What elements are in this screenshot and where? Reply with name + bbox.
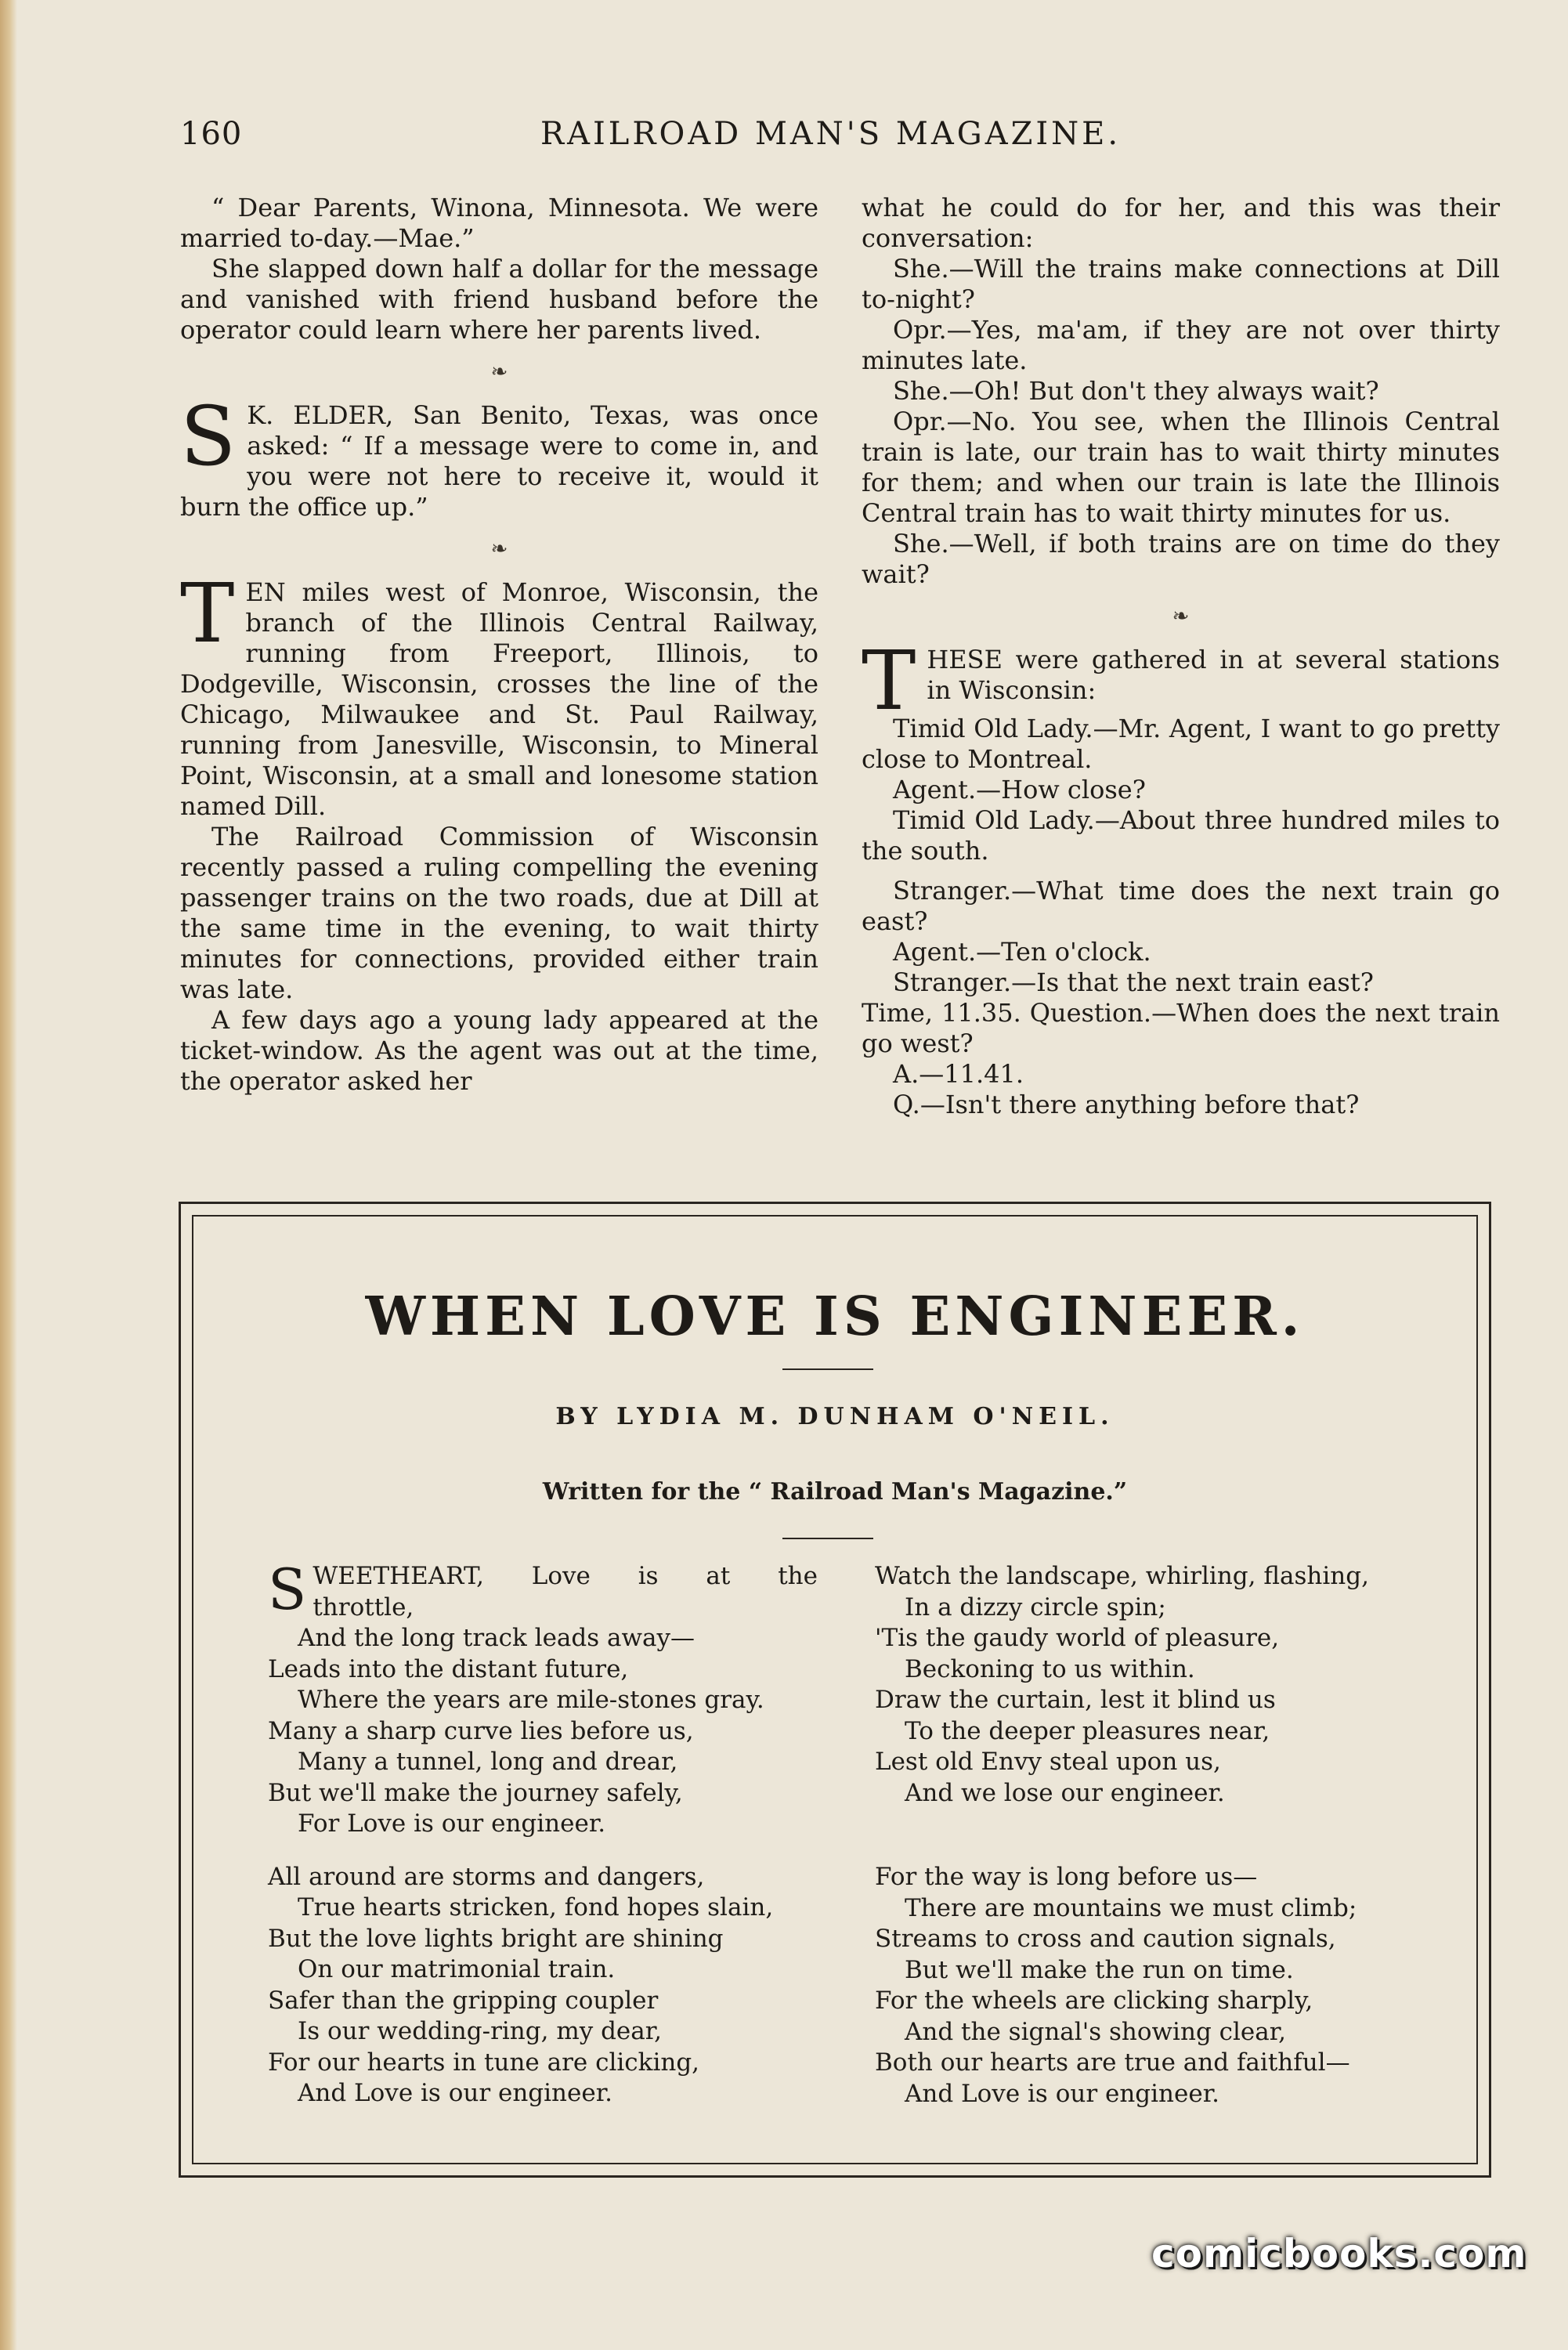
poem-line: True hearts stricken, fond hopes slain, <box>298 1893 774 1922</box>
poem-line: For the way is long before us— <box>875 1863 1258 1891</box>
paragraph: She slapped down half a dollar for the message and vanished with friend husband before the operator could learn where her parents lived. <box>180 254 818 345</box>
poem-line: 'Tis the gaudy world of pleasure, <box>875 1624 1280 1652</box>
dialogue-line: Agent.—How close? <box>893 775 1146 804</box>
drop-cap: T <box>862 633 916 728</box>
poem-left-column <box>268 1556 847 2110</box>
poem-line: Beckoning to us within. <box>905 1654 1195 1683</box>
dialogue-line: A.—11.41. <box>893 1059 1024 1089</box>
poem-line: throttle, <box>313 1593 414 1622</box>
dialogue-line: Agent.—Ten o'clock. <box>893 937 1151 967</box>
poem-line: In a dizzy circle spin; <box>905 1593 1166 1622</box>
dialogue-line: She.—Oh! But don't they always wait? <box>893 376 1379 406</box>
page-header <box>0 116 1568 163</box>
poem-line: To the deeper pleasures near, <box>905 1716 1270 1745</box>
dialogue-line: Timid Old Lady.—About three hundred miles to the south. <box>862 805 1500 866</box>
drop-cap: S <box>268 1556 307 1622</box>
poem-line: And we lose our engineer. <box>905 1778 1225 1807</box>
poem-box <box>179 1202 1491 2178</box>
stanza-gap <box>875 1809 1454 1862</box>
dialogue-line: Time, 11.35. Question.—When does the next train go west? <box>862 998 1500 1058</box>
stanza-gap <box>268 1840 847 1862</box>
poem-line: But we'll make the run on time. <box>905 1955 1294 1984</box>
poem-line: WEETHEART, Love is at the <box>313 1562 818 1590</box>
poem-line: And the long track leads away— <box>298 1624 695 1652</box>
page-number: 160 <box>180 116 243 152</box>
divider-rule <box>782 1368 873 1370</box>
poem-line: Many a sharp curve lies before us, <box>268 1716 694 1745</box>
left-column <box>180 193 818 1097</box>
paragraph-text: HESE were gathered in at several stations in Wisconsin: <box>927 645 1500 705</box>
poem-line: But the love lights bright are shining <box>268 1924 724 1953</box>
drop-cap: T <box>180 566 235 661</box>
paragraph: The Railroad Commission of Wisconsin recently passed a ruling compelling the evening passenger trains on the two roads, due at Dill at the same time in the evening, to wait thirty minutes for connections, provided either train was late. <box>180 822 818 1004</box>
poem-line: For our hearts in tune are clicking, <box>268 2048 700 2077</box>
poem-line: Where the years are mile-stones gray. <box>298 1686 764 1714</box>
drop-cap: S <box>180 389 237 484</box>
poem-dedication: Written for the “ Railroad Man's Magazine.” <box>542 1478 1128 1506</box>
poem-line: For Love is our engineer. <box>298 1810 606 1838</box>
paragraph: “ Dear Parents, Winona, Minnesota. We were married to-day.—Mae.” <box>180 193 818 253</box>
paragraph-wisconsin <box>862 633 1500 728</box>
poem-line: Many a tunnel, long and drear, <box>298 1748 678 1776</box>
paragraph: what he could do for her, and this was their conversation: <box>862 193 1500 253</box>
paragraph-dill <box>180 566 818 822</box>
poem-line: Is our wedding-ring, my dear, <box>298 2017 663 2045</box>
poem-line: For the wheels are clicking sharply, <box>875 1987 1313 2015</box>
divider-rule <box>782 1538 873 1539</box>
poem-line: All around are storms and dangers, <box>268 1862 705 1891</box>
dialogue-line: Stranger.—Is that the next train east? <box>893 967 1374 997</box>
poem-line: And Love is our engineer. <box>298 2079 612 2107</box>
poem-line: Streams to cross and caution signals, <box>875 1925 1336 1953</box>
poem-line: Both our hearts are true and faithful— <box>875 2048 1350 2077</box>
paragraph: A few days ago a young lady appeared at the ticket-window. As the agent was out at the time, the operator asked her <box>180 1005 818 1096</box>
running-head: RAILROAD MAN'S MAGAZINE. <box>540 116 1122 152</box>
dialogue-line: She.—Well, if both trains are on time do they wait? <box>862 529 1500 589</box>
right-column <box>862 193 1500 1120</box>
poem-line: And the signal's showing clear, <box>905 2017 1287 2046</box>
poem-line: There are mountains we must climb; <box>905 1893 1357 1922</box>
poem-line: And Love is our engineer. <box>905 2079 1219 2108</box>
poem-byline: BY LYDIA M. DUNHAM O'NEIL. <box>555 1403 1115 1430</box>
poem-box-inner-border <box>192 1215 1478 2164</box>
dialogue-line: Q.—Isn't there anything before that? <box>893 1090 1360 1119</box>
poem-right-column <box>875 1561 1454 2110</box>
ornament-icon: ❧ <box>490 360 508 384</box>
dialogue-line: Opr.—Yes, ma'am, if they are not over thirty minutes late. <box>862 315 1500 375</box>
poem-title: WHEN LOVE IS ENGINEER. <box>365 1285 1305 1348</box>
poem-line: Safer than the gripping coupler <box>268 1986 659 2015</box>
dialogue-line: Opr.—No. You see, when the Illinois Central train is late, our train has to wait thirty minutes for them; and when our train is late the Illinois Central train has to wait thirty minutes for us. <box>862 407 1500 528</box>
dialogue-line: Timid Old Lady.—Mr. Agent, I want to go pretty close to Montreal. <box>862 714 1500 774</box>
page-edge <box>0 0 17 2350</box>
ornament-icon: ❧ <box>1172 605 1190 628</box>
poem-line: Lest old Envy steal upon us, <box>875 1748 1221 1776</box>
dialogue-line: She.—Will the trains make connections at Dill to-night? <box>862 254 1500 314</box>
ornament-icon: ❧ <box>490 537 508 561</box>
poem-line: But we'll make the journey safely, <box>268 1778 683 1807</box>
poem-line: Watch the landscape, whirling, flashing, <box>875 1562 1369 1590</box>
paragraph-text: K. ELDER, San Benito, Texas, was once asked: “ If a message were to come in, and you were not here to receive it, would it burn the office up.” <box>180 400 818 522</box>
paragraph-text: EN miles west of Monroe, Wisconsin, the branch of the Illinois Central Railway, running from Freeport, Illinois, to Dodgeville, Wisconsin, crosses the line of the Chicago, Milwaukee and St. Paul Railway, running from Janesville, Wisconsin, to Mineral Point, Wisconsin, at a small and lonesome station named Dill. <box>180 577 818 821</box>
watermark: comicbooks.com <box>1151 2231 1527 2276</box>
dialogue-line: Stranger.—What time does the next train go east? <box>862 876 1500 936</box>
poem-line: On our matrimonial train. <box>298 1955 616 1983</box>
poem-line: Draw the curtain, lest it blind us <box>875 1686 1276 1714</box>
poem-line: Leads into the distant future, <box>268 1654 629 1683</box>
paragraph-elder <box>180 389 818 522</box>
